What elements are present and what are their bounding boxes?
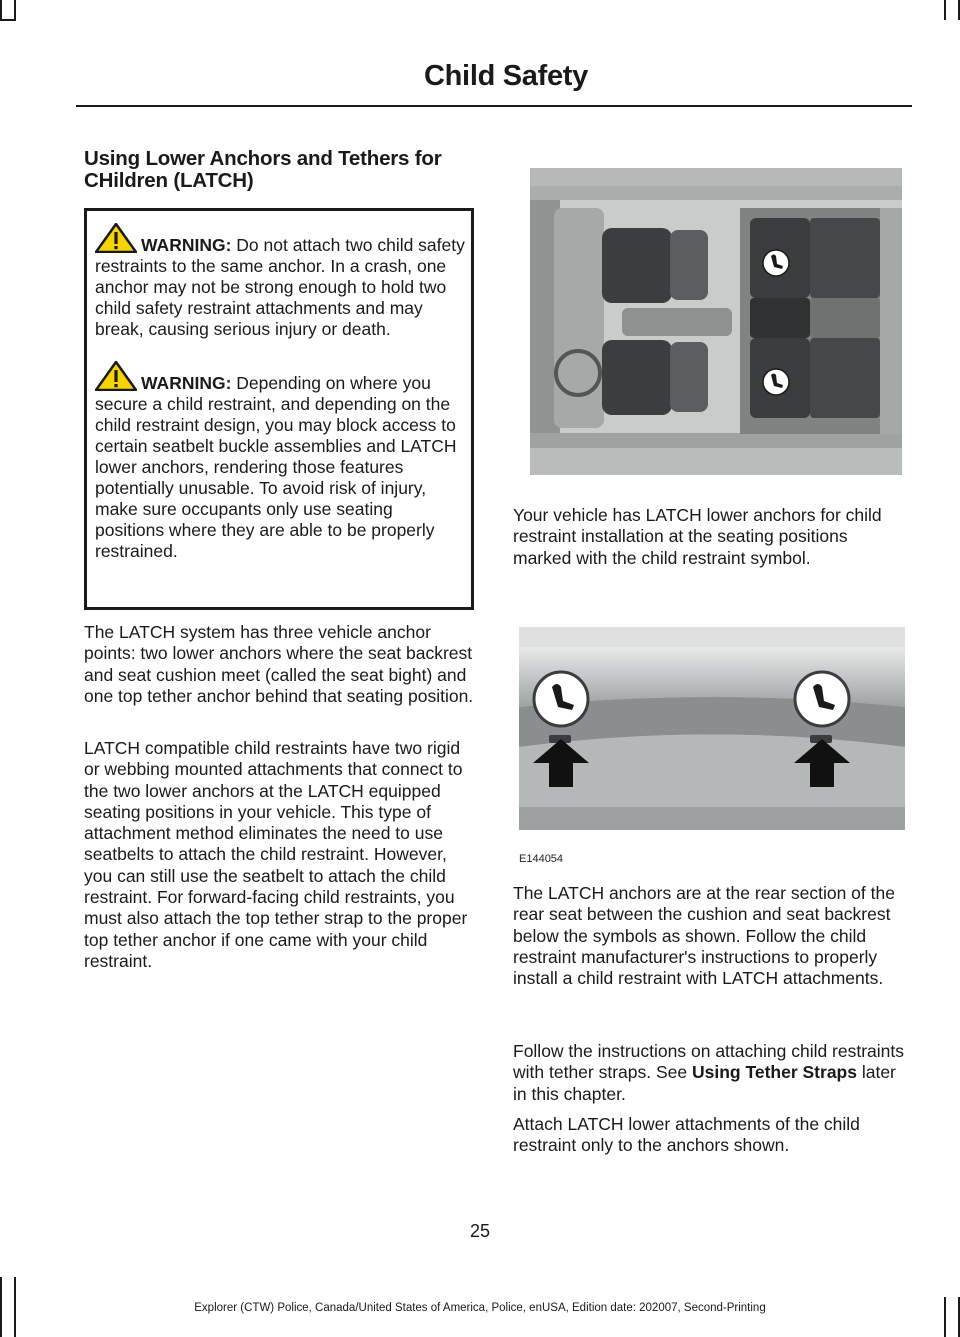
warning-triangle-icon (95, 223, 137, 253)
cross-reference-link[interactable]: Using Tether Straps (691, 1062, 857, 1083)
crop-mark (0, 0, 2, 20)
body-paragraph (513, 1041, 908, 1105)
footer-text: Explorer (CTW) Police, Canada/United States of America, Police, enUSA, Edition date: 202007, Second-Printing (194, 1302, 766, 1314)
warning-box (84, 208, 474, 610)
body-paragraph: Attach LATCH lower attachments of the child restraint only to the anchors shown. (513, 1114, 860, 1156)
figure-code: E144054 (519, 853, 564, 865)
section-heading: Using Lower Anchors and Tethers for CHildren (LATCH) (84, 147, 442, 192)
latch-anchor-illustration (519, 627, 905, 830)
warning-1 (95, 223, 465, 340)
warning-text: Do not attach two child safety restraints to the same anchor. In a crash, one anchor may not be strong enough to hold two child safety restraint attachments and may break, causing serious injury or death. (95, 235, 465, 339)
crop-mark (14, 0, 16, 20)
body-paragraph: The LATCH system has three vehicle anchor points: two lower anchors where the seat backrest and seat cushion meet (called the seat bight) and one top tether anchor behind that seating position. (84, 622, 474, 706)
paragraph-text: later in this chapter. (513, 1062, 896, 1104)
header-divider (76, 105, 912, 107)
warning-label: WARNING: (141, 235, 232, 255)
vehicle-overhead-illustration (530, 168, 902, 475)
body-paragraph: LATCH compatible child restraints have two rigid or webbing mounted attachments that connect to the two lower anchors at the LATCH equipped seating positions in your vehicle. This type of attachment method eliminates the need to use seatbelts to attach the child restraint. However, you can still use the seatbelt to attach the child restraint. For forward-facing child restraints, you must also attach the top tether strap to the proper top tether anchor if one came with your child restraint. (84, 738, 468, 971)
warning-triangle-icon (95, 361, 137, 391)
page-number: 25 (469, 1221, 491, 1241)
warning-label: WARNING: (141, 373, 232, 393)
body-paragraph: The LATCH anchors are at the rear section of the rear seat between the cushion and seat backrest below the symbols as shown. Follow the child restraint manufacturer's instructions to properly install a child restraint with LATCH attachments. (513, 883, 895, 989)
crop-mark (944, 0, 946, 20)
body-paragraph: Your vehicle has LATCH lower anchors for child restraint installation at the seating positions marked with the child restraint symbol. (513, 505, 882, 568)
warning-text: Depending on where you secure a child restraint, and depending on the child restraint design, you may block access to certain seatbelt buckle assemblies and LATCH lower anchors, rendering those features potentially unusable. To avoid risk of injury, make sure occupants only use seating positions where they are able to be properly restrained. (95, 373, 457, 561)
warning-2 (95, 361, 465, 562)
page-title: Child Safety (424, 60, 588, 92)
paragraph-text: Follow the instructions on attaching child restraints with tether straps. See (513, 1041, 905, 1083)
crop-mark (0, 19, 16, 21)
